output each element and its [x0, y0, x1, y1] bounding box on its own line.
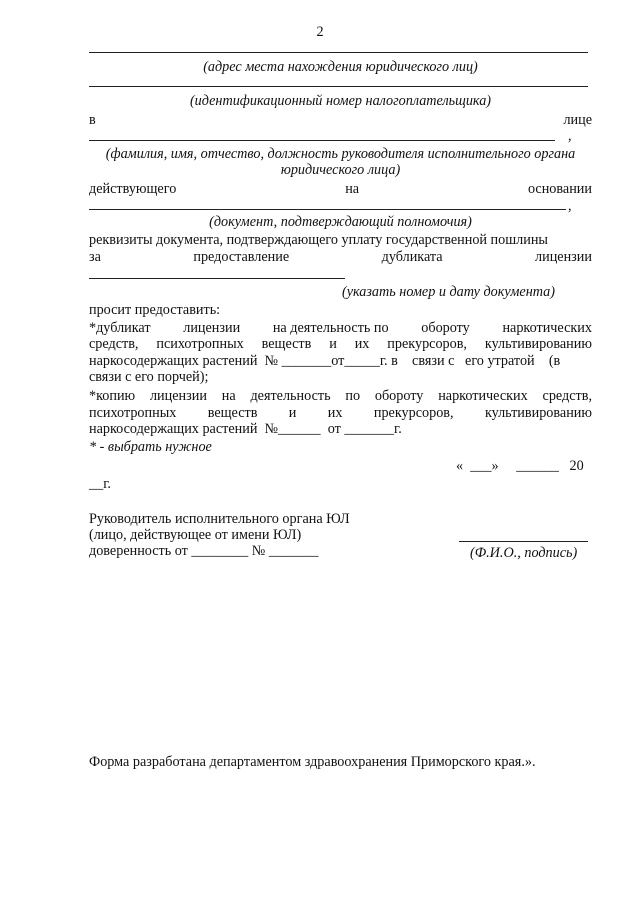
o2l2-w3: и [288, 405, 297, 421]
o1l1-w1: *дубликат [89, 320, 151, 336]
option-1-line-3: наркосодержащих растений № _______от_____г. в связи с его утратой (в [89, 353, 561, 369]
head-caption-1: (фамилия, имя, отчество, должность руководителя исполнительного органа [105, 146, 576, 162]
fee-document-line [89, 278, 345, 279]
address-line [89, 52, 588, 53]
signatory-line-3: доверенность от ________ № _______ [89, 543, 319, 559]
acting-line [89, 181, 592, 197]
fee-word-4: лицензии [535, 249, 592, 265]
comma-2: , [568, 198, 572, 214]
authority-line [89, 209, 566, 210]
fee-line-1 [89, 232, 592, 248]
o2l1-w2: лицензии [149, 388, 207, 404]
signature-line [459, 541, 588, 542]
o2l1-w5: по [345, 388, 361, 404]
option-1-line-2 [89, 336, 592, 352]
in-person-right: лице [563, 112, 592, 128]
o1l2-w3: веществ [261, 336, 312, 352]
acting-word-3: основании [527, 181, 592, 197]
o1l2-w7: культивированию [484, 336, 592, 352]
fee-caption: (указать номер и дату документа) [342, 284, 555, 300]
o1l1-w4: обороту [421, 320, 470, 336]
o1l2-w2: психотропных [156, 336, 244, 352]
o1l1-w2: лицензии [183, 320, 241, 336]
comma-1: , [568, 128, 572, 144]
o2l2-w5: прекурсоров, [373, 405, 454, 421]
o1l1-w3: на деятельность по [272, 320, 389, 336]
page-number: 2 [316, 24, 324, 40]
form-footer-note: Форма разработана департаментом здравоохранения Приморского края.». [89, 754, 536, 770]
o2l1-w6: обороту [374, 388, 424, 404]
inn-caption: (идентификационный номер налогоплательщика) [189, 93, 492, 109]
fee-line-2 [89, 249, 592, 265]
o1l2-w4: и [329, 336, 337, 352]
option-1-line-4: связи с его порчей); [89, 369, 209, 385]
o2l2-w6: культивированию [484, 405, 592, 421]
authority-caption: (документ, подтверждающий полномочия) [209, 214, 472, 230]
o1l2-w5: их [354, 336, 370, 352]
o1l2-w6: прекурсоров, [387, 336, 467, 352]
o2l1-w4: деятельность [250, 388, 331, 404]
o2l1-w1: *копию [89, 388, 136, 404]
fee-word-2: предоставление [193, 249, 290, 265]
o1l2-w1: средств, [89, 336, 139, 352]
option-2-line-3: наркосодержащих растений №______ от _______г. [89, 421, 402, 437]
fee-line-1-text: реквизиты документа, подтверждающего уплату государственной пошлины [89, 232, 548, 248]
in-person-left: в [89, 112, 96, 128]
option-2-line-1 [89, 388, 592, 404]
o2l1-w7: наркотических [438, 388, 528, 404]
acting-word-1: действующего [89, 181, 177, 197]
signature-caption: (Ф.И.О., подпись) [470, 545, 578, 561]
signatory-line-1: Руководитель исполнительного органа ЮЛ [89, 511, 350, 527]
in-person-line [89, 112, 592, 128]
o1l1-w5: наркотических [502, 320, 592, 336]
head-caption-2: юридического лица) [280, 162, 401, 178]
fee-word-3: дубликата [381, 249, 443, 265]
option-2-line-2 [89, 405, 592, 421]
fee-word-1: за [89, 249, 101, 265]
signatory-line-2: (лицо, действующее от имени ЮЛ) [89, 527, 302, 543]
acting-word-2: на [345, 181, 360, 197]
o2l2-w1: психотропных [89, 405, 177, 421]
o2l1-w8: средств, [542, 388, 592, 404]
option-1-line-1 [89, 320, 592, 336]
inn-line [89, 86, 588, 87]
request-intro: просит предоставить: [89, 302, 221, 318]
head-name-line [89, 140, 555, 141]
choose-note: * - выбрать нужное [89, 439, 212, 455]
o2l2-w2: веществ [207, 405, 258, 421]
date-line: « ___» ______ 20 [456, 458, 584, 474]
o2l2-w4: их [327, 405, 343, 421]
o2l1-w3: на [221, 388, 236, 404]
address-caption: (адрес места нахождения юридического лиц) [203, 59, 478, 75]
date-year-suffix: __г. [89, 476, 111, 492]
